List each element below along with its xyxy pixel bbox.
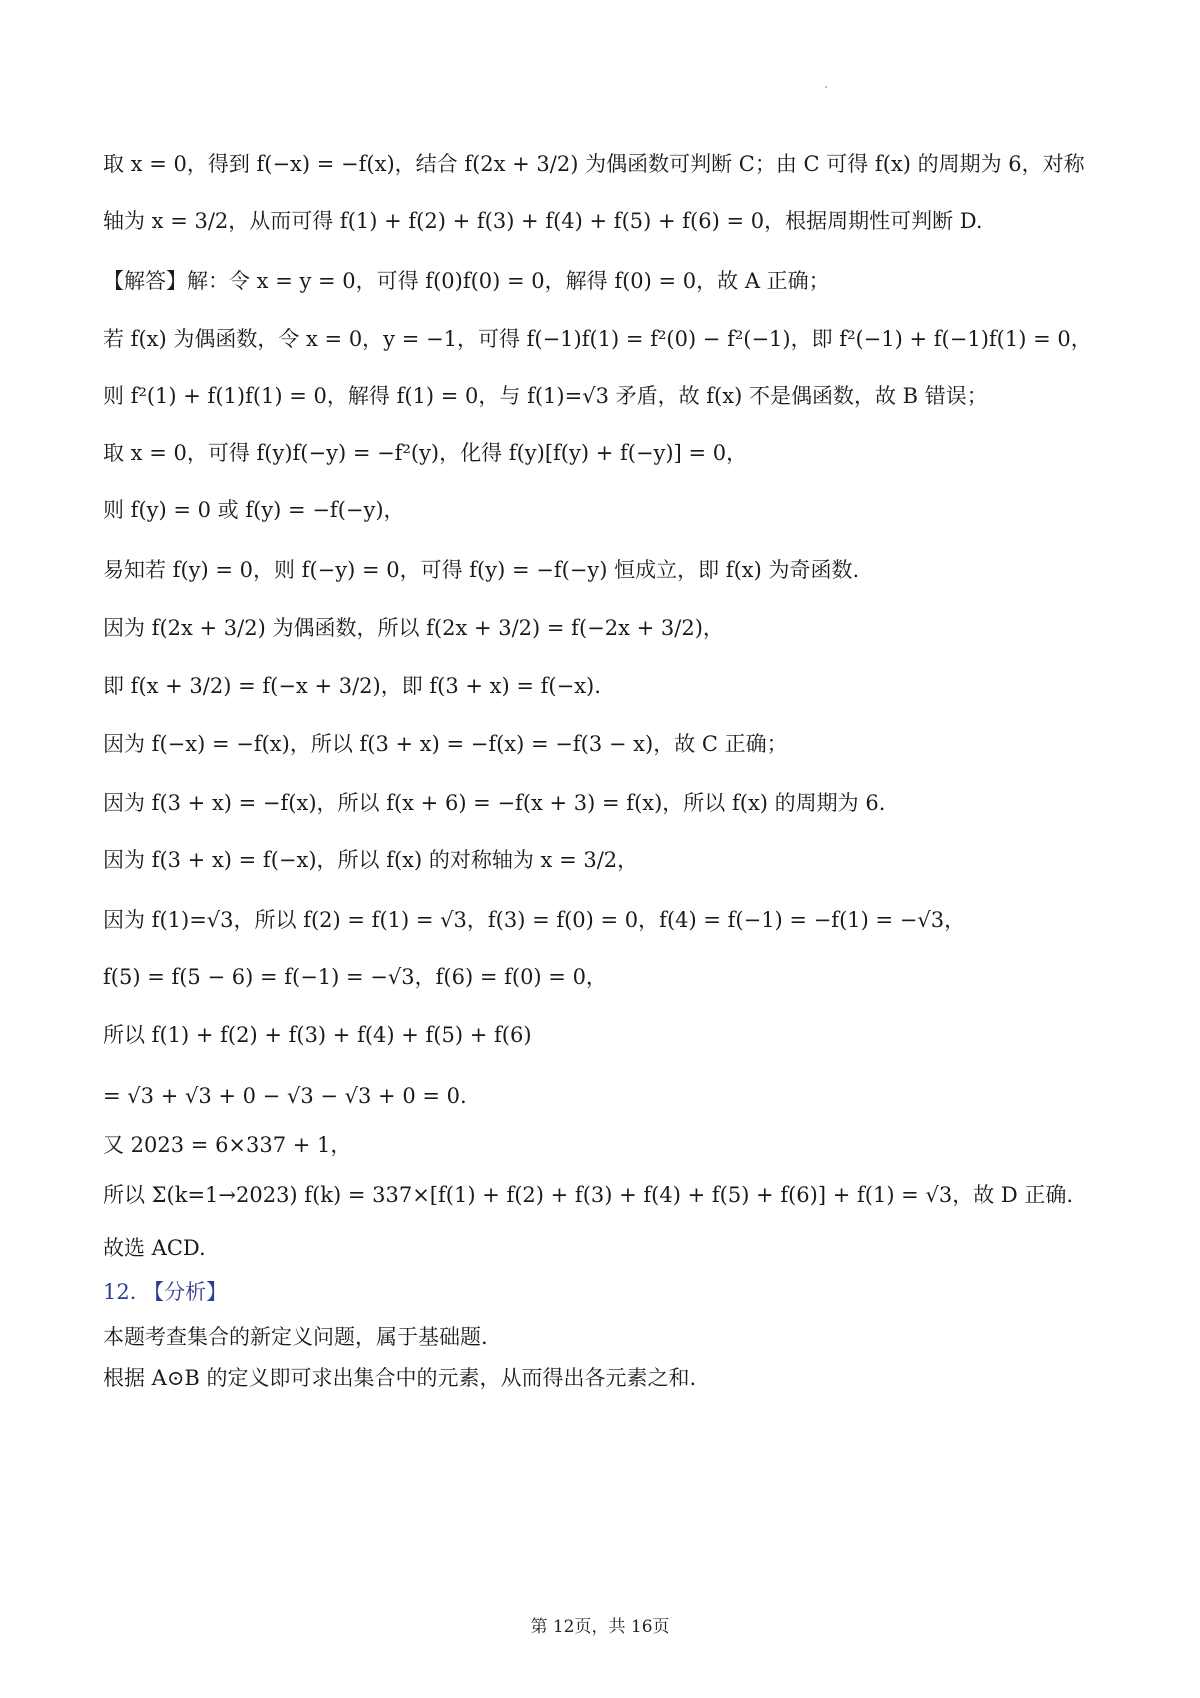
solution-line-b1: 若 f(x) 为偶函数，令 x = 0，y = −1，可得 f(−1)f(1) = f²(0) − f²(−1)，即 f²(−1) + f(−1)f(1) = 0， (103, 327, 1092, 351)
solution-line-values2: f(5) = f(5 − 6) = f(−1) = −√3，f(6) = f(0) = 0， (103, 965, 607, 989)
solution-line-sum1: 所以 f(1) + f(2) + f(3) + f(4) + f(5) + f(6) (103, 1023, 532, 1047)
solution-line-odd2: 则 f(y) = 0 或 f(y) = −f(−y)， (103, 498, 405, 522)
page-footer: 第 12页，共 16页 (530, 1617, 670, 1637)
solution-line-2023: 又 2023 = 6×337 + 1， (103, 1133, 352, 1157)
solution-line-symmetry: 因为 f(3 + x) = f(−x)，所以 f(x) 的对称轴为 x = 3/2， (103, 848, 639, 872)
solution-line-b2: 则 f²(1) + f(1)f(1) = 0，解得 f(1) = 0，与 f(1)=√3 矛盾，故 f(x) 不是偶函数，故 B 错误； (103, 384, 988, 408)
problem-12-line-2: 根据 A⊙B 的定义即可求出集合中的元素，从而得出各元素之和. (103, 1366, 697, 1390)
solution-line-c3: 因为 f(−x) = −f(x)，所以 f(3 + x) = −f(x) = −f(3 − x)，故 C 正确； (103, 732, 788, 756)
solution-line-odd3: 易知若 f(y) = 0，则 f(−y) = 0，可得 f(y) = −f(−y) 恒成立，即 f(x) 为奇函数. (103, 558, 860, 582)
solution-line-values1: 因为 f(1)=√3，所以 f(2) = f(1) = √3，f(3) = f(0) = 0，f(4) = f(−1) = −f(1) = −√3， (103, 908, 966, 932)
solution-line-odd1: 取 x = 0，可得 f(y)f(−y) = −f²(y)，化得 f(y)[f(y) + f(−y)] = 0， (103, 441, 748, 465)
analysis-line-1: 取 x = 0，得到 f(−x) = −f(x)，结合 f(2x + 3/2) 为偶函数可判断 C；由 C 可得 f(x) 的周期为 6，对称 (103, 152, 1085, 176)
solution-line-c2: 即 f(x + 3/2) = f(−x + 3/2)，即 f(3 + x) = f(−x). (103, 674, 601, 698)
scan-speck (825, 86, 827, 88)
solution-heading-line: 【解答】解：令 x = y = 0，可得 f(0)f(0) = 0，解得 f(0) = 0，故 A 正确； (103, 269, 830, 293)
solution-line-answer: 故选 ACD. (103, 1236, 206, 1260)
problem-12-heading: 12. 【分析】 (103, 1280, 228, 1304)
solution-line-sum2: = √3 + √3 + 0 − √3 − √3 + 0 = 0. (103, 1084, 467, 1108)
solution-line-c1: 因为 f(2x + 3/2) 为偶函数，所以 f(2x + 3/2) = f(−2x + 3/2)， (103, 616, 724, 640)
problem-12-line-1: 本题考查集合的新定义问题，属于基础题. (103, 1325, 488, 1349)
solution-line-total: 所以 Σ(k=1→2023) f(k) = 337×[f(1) + f(2) + f(3) + f(4) + f(5) + f(6)] + f(1) = √3，故 D 正确. (103, 1183, 1074, 1207)
analysis-line-2: 轴为 x = 3/2，从而可得 f(1) + f(2) + f(3) + f(4) + f(5) + f(6) = 0，根据周期性可判断 D. (103, 209, 983, 233)
solution-line-period: 因为 f(3 + x) = −f(x)，所以 f(x + 6) = −f(x + 3) = f(x)，所以 f(x) 的周期为 6. (103, 791, 886, 815)
